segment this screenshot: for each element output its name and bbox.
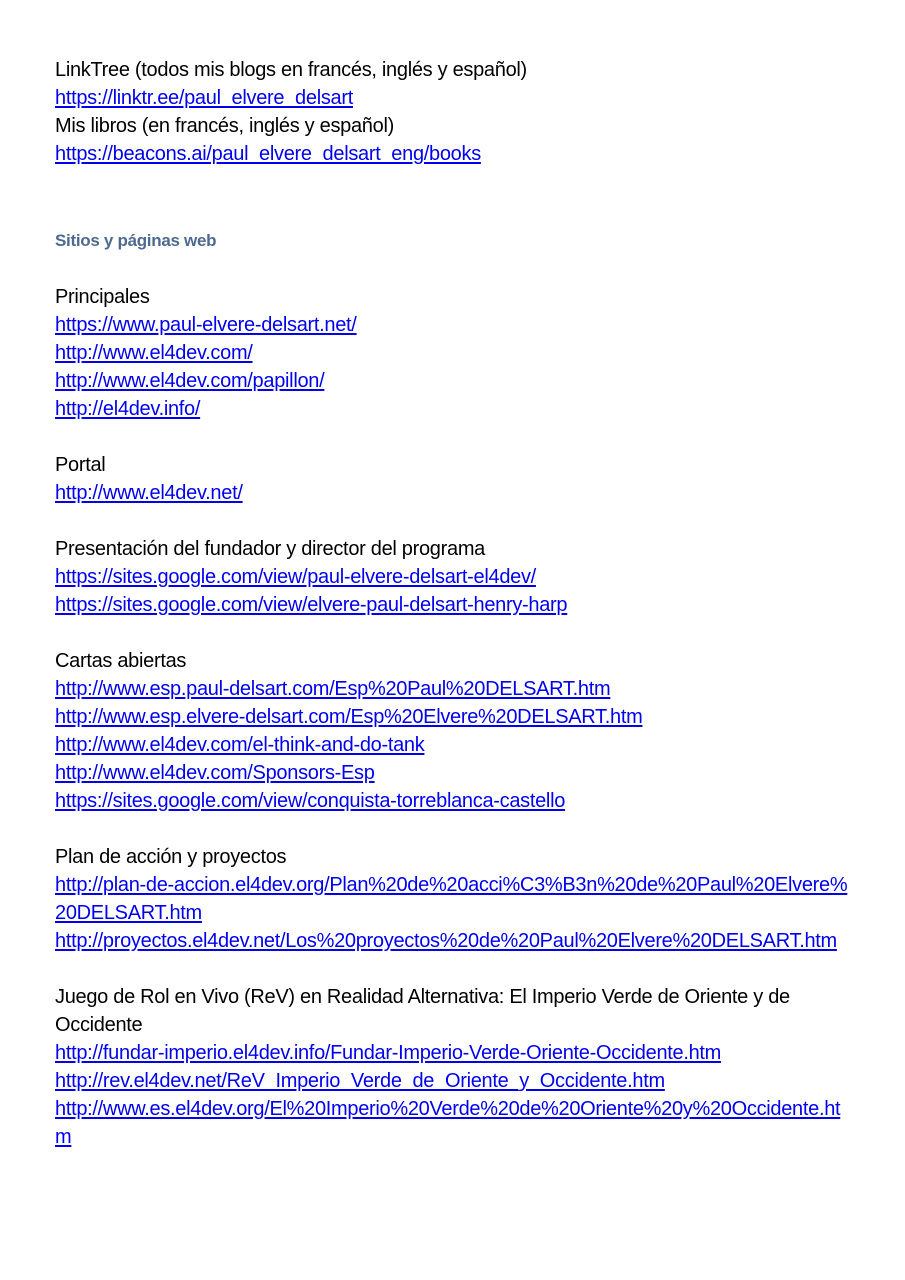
group-link[interactable]: http://www.el4dev.com/el-think-and-do-tank (55, 734, 425, 756)
group-plan-de-accion (55, 843, 855, 955)
group-portal (55, 451, 855, 507)
document-page (55, 56, 855, 1151)
group-link[interactable]: http://www.el4dev.com/ (55, 342, 253, 364)
spacer (55, 815, 855, 843)
group-title: Portal (55, 454, 106, 476)
group-link[interactable]: https://www.paul-elvere-delsart.net/ (55, 314, 357, 336)
spacer (55, 168, 855, 229)
group-link[interactable]: http://rev.el4dev.net/ReV_Imperio_Verde_de_Oriente_y_Occidente.htm (55, 1070, 665, 1092)
group-title: Presentación del fundador y director del programa (55, 538, 485, 560)
linktree-link[interactable]: https://linktr.ee/paul_elvere_delsart (55, 87, 353, 109)
group-link[interactable]: http://proyectos.el4dev.net/Los%20proyectos%20de%20Paul%20Elvere%20DELSART.htm (55, 930, 837, 952)
group-link[interactable]: https://sites.google.com/view/conquista-torreblanca-castello (55, 790, 566, 812)
group-link[interactable]: http://plan-de-accion.el4dev.org/Plan%20de%20acci%C3%B3n%20de%20Paul%20Elvere%20DELSART.htm (55, 874, 848, 924)
group-link[interactable]: http://fundar-imperio.el4dev.info/Fundar-Imperio-Verde-Oriente-Occidente.htm (55, 1042, 722, 1064)
group-principales (55, 283, 855, 423)
group-link[interactable]: https://sites.google.com/view/elvere-paul-delsart-henry-harp (55, 594, 568, 616)
spacer (55, 619, 855, 647)
group-title: Plan de acción y proyectos (55, 846, 287, 868)
spacer (55, 507, 855, 535)
books-link[interactable]: https://beacons.ai/paul_elvere_delsart_eng/books (55, 143, 481, 165)
group-link[interactable]: http://www.esp.paul-delsart.com/Esp%20Paul%20DELSART.htm (55, 678, 611, 700)
section-heading: Sitios y páginas web (55, 231, 217, 250)
group-link[interactable]: http://www.el4dev.com/Sponsors-Esp (55, 762, 375, 784)
group-link[interactable]: http://el4dev.info/ (55, 398, 201, 420)
group-link[interactable]: http://www.esp.elvere-delsart.com/Esp%20Elvere%20DELSART.htm (55, 706, 643, 728)
group-link[interactable]: https://sites.google.com/view/paul-elvere-delsart-el4dev/ (55, 566, 536, 588)
group-title: Principales (55, 286, 150, 308)
group-link[interactable]: http://www.el4dev.com/papillon/ (55, 370, 325, 392)
books-label: Mis libros (en francés, inglés y español) (55, 115, 394, 137)
spacer (55, 955, 855, 983)
group-presentacion (55, 535, 855, 619)
group-link[interactable]: http://www.el4dev.net/ (55, 482, 243, 504)
group-juego-de-rol (55, 983, 855, 1151)
group-cartas-abiertas (55, 647, 855, 815)
linktree-label: LinkTree (todos mis blogs en francés, inglés y español) (55, 59, 527, 81)
group-title: Juego de Rol en Vivo (ReV) en Realidad Alternativa: El Imperio Verde de Oriente y de Occidente (55, 986, 790, 1036)
spacer (55, 423, 855, 451)
group-link[interactable]: http://www.es.el4dev.org/El%20Imperio%20Verde%20de%20Oriente%20y%20Occidente.htm (55, 1098, 841, 1148)
group-title: Cartas abiertas (55, 650, 187, 672)
